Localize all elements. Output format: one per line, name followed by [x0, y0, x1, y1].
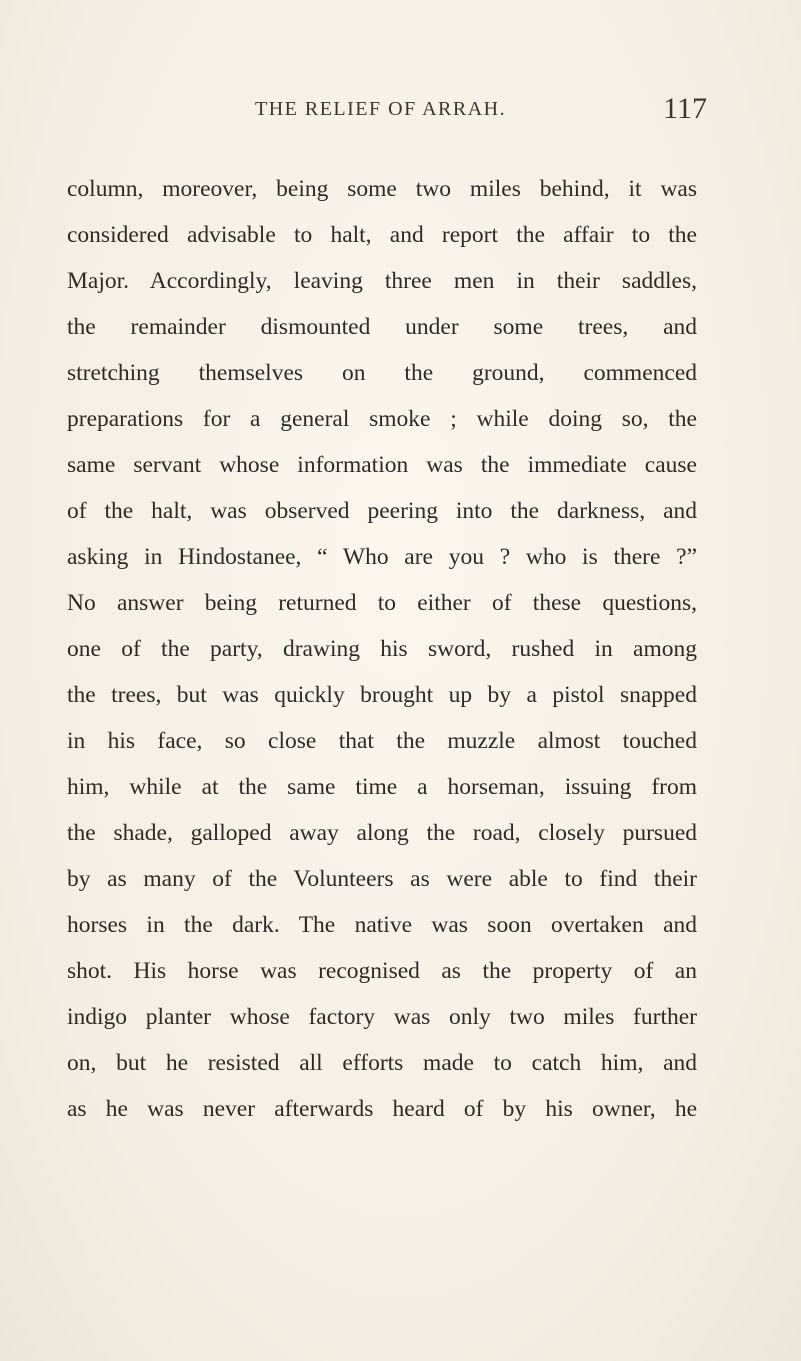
text-line: asking in Hindostanee, “ Who are you ? who is there ?”: [67, 544, 697, 570]
page-number: 117: [663, 92, 707, 125]
text-line: on, but he resisted all efforts made to catch him, and: [67, 1050, 697, 1076]
running-title: THE RELIEF OF ARRAH.: [255, 98, 507, 120]
text-line: as he was never afterwards heard of by his owner, he: [67, 1096, 697, 1122]
text-line: the remainder dismounted under some trees, and: [67, 314, 697, 340]
text-line: of the halt, was observed peering into the darkness, and: [67, 498, 697, 524]
text-line: by as many of the Volunteers as were able to find their: [67, 866, 697, 892]
text-line: Major. Accordingly, leaving three men in their saddles,: [67, 268, 697, 294]
text-line: preparations for a general smoke ; while doing so, the: [67, 406, 697, 432]
text-line: stretching themselves on the ground, commenced: [67, 360, 697, 386]
text-line: considered advisable to halt, and report the affair to the: [67, 222, 697, 248]
text-line: column, moreover, being some two miles behind, it was: [67, 176, 697, 202]
text-line: in his face, so close that the muzzle almost touched: [67, 728, 697, 754]
text-line: shot. His horse was recognised as the property of an: [67, 958, 697, 984]
text-line: one of the party, drawing his sword, rushed in among: [67, 636, 697, 662]
text-line: horses in the dark. The native was soon overtaken and: [67, 912, 697, 938]
running-head: [235, 92, 715, 132]
body-text: [67, 166, 697, 1132]
text-line: No answer being returned to either of these questions,: [67, 590, 697, 616]
text-line: same servant whose information was the immediate cause: [67, 452, 697, 478]
text-line: the shade, galloped away along the road, closely pursued: [67, 820, 697, 846]
text-line: him, while at the same time a horseman, issuing from: [67, 774, 697, 800]
text-line: the trees, but was quickly brought up by a pistol snapped: [67, 682, 697, 708]
text-line: indigo planter whose factory was only two miles further: [67, 1004, 697, 1030]
